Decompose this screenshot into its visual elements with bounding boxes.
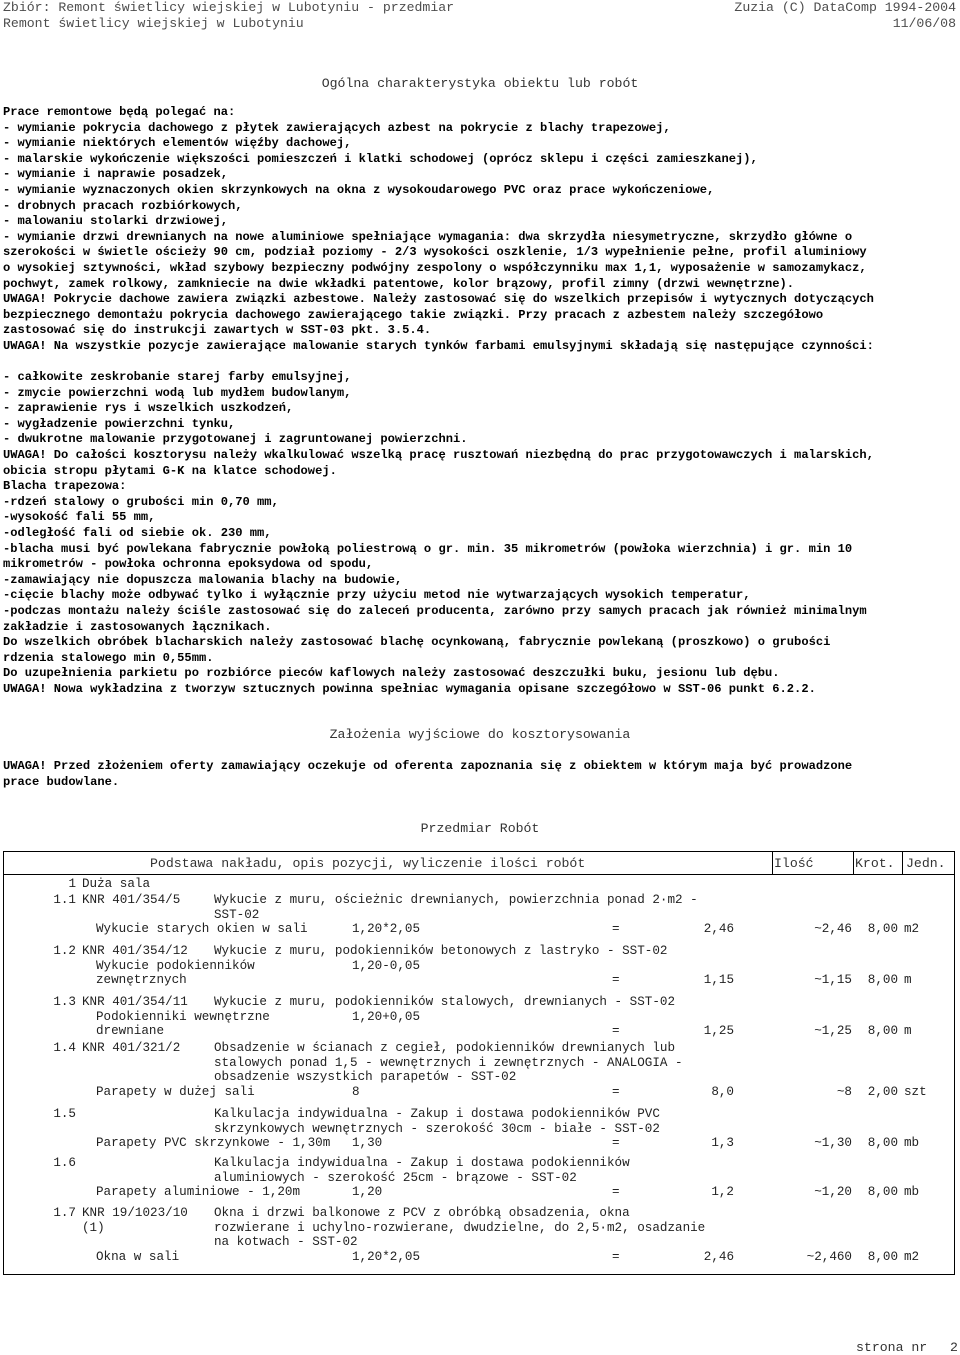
item-number: 1.4 [53, 1041, 76, 1055]
item-basis-suffix: (1) [82, 1220, 105, 1235]
item-quantity: ~1,30 [814, 1136, 852, 1150]
item-equals: = [612, 1249, 620, 1264]
item-calc-expression: 1,20+0,05 [352, 1009, 421, 1024]
item-number: 1.7 [53, 1206, 76, 1220]
item-unit: m2 [904, 1249, 920, 1264]
item-calc-label: Parapety aluminiowe - 1,20m [96, 1185, 301, 1199]
body-line: -rdzeń stalowy o grubości min 0,70 mm, [3, 494, 279, 509]
body-line: - wymianie pokrycia dachowego z płytek zawierających azbest na pokrycie z blachy trapezowej, [3, 120, 671, 135]
item-calc-label: Podokienniki wewnętrzne drewniane [96, 1009, 270, 1038]
item-number: 1.3 [53, 995, 76, 1009]
item-unit: m [904, 973, 912, 987]
characteristics-text [3, 105, 960, 698]
item-basis: KNR 401/354/5 [82, 893, 181, 907]
body-line: szerokości w świetle ościeży 90 cm, podział poziomy - 2/3 wysokości oszklenie, 1/3 wypełnienie pełne, profil aluminiowy [3, 245, 867, 260]
item-description: Kalkulacja indywidualna - Zakup i dostawa podokienników PVC skrzynkowych wewnętrznych - szerokość 30cm - białe - SST-02 [214, 1107, 660, 1136]
item-basis: KNR 401/321/2 [82, 1041, 181, 1055]
body-line: - wymianie drzwi drewnianych na nowe aluminiowe spełniające wymagania: dwa skrzydła niesymetryczne, skrzydło główne o [3, 229, 853, 244]
item-calc-label: Parapety w dużej sali [96, 1084, 255, 1099]
item-calc-value: 2,46 [703, 922, 734, 936]
item-calc-value: 8,0 [711, 1084, 734, 1099]
item-description: Wykucie z muru, podokienników betonowych z lastryko - SST-02 [214, 944, 668, 958]
item-krot: 8,00 [867, 1136, 898, 1150]
body-line: UWAGA! Pokrycie dachowe zawiera związki azbestowe. Należy zastosować się do wszelkich przepisów i wytycznych dotyczących [3, 292, 874, 307]
item-equals: = [612, 922, 620, 936]
body-line: - wygładzenie powierzchni tynku, [3, 416, 236, 431]
item-quantity: ~2,46 [814, 922, 852, 936]
item-calc-expression: 1,20*2,05 [352, 922, 421, 936]
body-line: - malarskie wykończenie większości pomieszczeń i klatki schodowej (oprócz sklepu i części zamieszkanej), [3, 151, 758, 166]
quantities-table [3, 851, 955, 1275]
header-right-line1: Zuzia (C) DataComp 1994-2004 [734, 0, 956, 15]
warning-line: prace budowlane. [3, 774, 120, 789]
item-krot: 2,00 [867, 1084, 898, 1099]
body-line: -wysokość fali 55 mm, [3, 510, 156, 525]
item-calc-value: 1,25 [703, 1024, 734, 1038]
body-line: -zamawiający nie dopuszcza malowania blachy na budowie, [3, 572, 403, 587]
footer-page-label: strona nr [856, 1340, 928, 1355]
item-number: 1.2 [53, 944, 76, 958]
item-unit: m2 [904, 922, 920, 936]
item-equals: = [612, 1136, 620, 1150]
body-line: rdzenia stalowego min 0,55mm. [3, 650, 214, 665]
item-calc-label: Parapety PVC skrzynkowe - 1,30m [96, 1136, 331, 1150]
item-description: Obsadzenie w ścianach z cegieł, podokienników drewnianych lub stalowych ponad 1,5 - wewnętrznych i zewnętrznych - ANALOGIA - obsadzenie wszystkich parapetów - SST-02 [214, 1041, 683, 1084]
warning-text [3, 759, 960, 790]
item-krot: 8,00 [867, 922, 898, 936]
body-line: Blacha trapezowa: [3, 479, 127, 494]
body-line: - wymianie i naprawie posadzek, [3, 167, 228, 182]
item-description: Kalkulacja indywidualna - Zakup i dostawa podokienników aluminiowych - szerokość 25cm - brązowe - SST-02 [214, 1156, 630, 1185]
item-unit: m [904, 1024, 912, 1038]
body-line: - wymianie wyznaczonych okien skrzynkowych na okna z wysokoudarowego PVC oraz prace wykończeniowe, [3, 182, 715, 197]
item-krot: 8,00 [867, 973, 898, 987]
header-left-line2: Remont świetlicy wiejskiej w Lubotyniu [3, 16, 304, 31]
item-calc-value: 1,3 [711, 1136, 734, 1150]
header-left-line1: Zbiór: Remont świetlicy wiejskiej w Lubotyniu - przedmiar [3, 0, 455, 15]
body-line: bezpiecznego demontażu pokrycia dachowego zawierającego takie związki. Przy pracach z azbestem należy szczegółowo [3, 307, 824, 322]
item-unit: mb [904, 1185, 920, 1199]
item-calc-label: Wykucie starych okien w sali [96, 922, 308, 936]
body-line: - drobnych pracach rozbiórkowych, [3, 198, 243, 213]
body-line: zastosować się do instrukcji zawartych w SST-03 pkt. 3.5.4. [3, 323, 432, 338]
item-calc-label: Okna w sali [96, 1249, 180, 1264]
item-krot: 8,00 [867, 1024, 898, 1038]
body-line: - dwukrotne malowanie przygotowanej i zagruntowanej powierzchni. [3, 432, 468, 447]
item-number: 1.5 [53, 1107, 76, 1121]
header-description: Podstawa nakładu, opis pozycji, wyliczenie ilości robót [150, 856, 586, 871]
item-basis: KNR 19/1023/10 [82, 1206, 188, 1220]
header-krot: Krot. [855, 856, 895, 871]
header-quantity: Ilość [774, 856, 814, 871]
item-calc-value: 1,15 [703, 973, 734, 987]
item-quantity: ~1,20 [814, 1185, 852, 1199]
item-krot: 8,00 [867, 1185, 898, 1199]
body-line: Prace remontowe będą polegać na: [3, 105, 236, 119]
body-line: UWAGA! Na wszystkie pozycje zawierające malowanie starych tynków farbami emulsyjnymi składają się następujące czynności: [3, 338, 874, 353]
body-line: - zaprawienie rys i wszelkich uszkodzeń, [3, 401, 294, 416]
body-line: UWAGA! Do całości kosztorysu należy wkalkulować wszelką pracę rusztowań niezbędną do prac przygotowawczych i malarskich, [3, 448, 874, 463]
body-line: - zmycie powierzchni wodą lub mydłem budowlanym, [3, 385, 352, 400]
body-line: Do wszelkich obróbek blacharskich należy zastosować blachę ocynkowaną, fabrycznie powlekaną (proszkowo) o grubości [3, 635, 831, 650]
body-line: obicia stropu płytami G-K na klatce schodowej. [3, 463, 337, 478]
item-calc-expression: 8 [352, 1084, 360, 1099]
header-unit: Jedn. [906, 856, 946, 871]
body-line: -blacha musi być powlekana fabrycznie powłoką poliestrową o gr. min. 35 mikrometrów (powłoka wierzchnia) i gr. min 10 [3, 541, 853, 556]
item-calc-expression: 1,30 [352, 1136, 383, 1150]
item-number: 1.1 [53, 893, 76, 907]
header-divider [4, 874, 954, 875]
col-divider [902, 852, 903, 874]
section-title-quantities: Przedmiar Robót [420, 821, 540, 836]
item-quantity: ~2,460 [806, 1249, 852, 1264]
item-unit: mb [904, 1136, 920, 1150]
item-calc-expression: 1,20-0,05 [352, 958, 421, 973]
col-divider [853, 852, 854, 874]
item-description: Wykucie z muru, ościeżnic drewnianych, powierzchnia ponad 2·m2 - SST-02 [214, 893, 698, 922]
item-krot: 8,00 [867, 1249, 898, 1264]
body-line: mikrometrów - powłoka ochronna epoksydowa od spodu, [3, 557, 374, 572]
item-calc-value: 1,2 [711, 1185, 734, 1199]
group-name: Duża sala [82, 877, 151, 891]
body-line: - całkowite zeskrobanie starej farby emulsyjnej, [3, 370, 352, 385]
item-number: 1.6 [53, 1156, 76, 1170]
body-line [3, 355, 960, 371]
footer-page-number: 2 [950, 1340, 958, 1355]
item-basis: KNR 401/354/11 [82, 995, 188, 1009]
col-divider [772, 852, 773, 874]
body-line: -podczas montażu należy ściśle zastosować się do zaleceń producenta, zarówno przy samych pracach jak również minimalnym [3, 604, 867, 618]
item-quantity: ~1,25 [814, 1024, 852, 1038]
item-equals: = [612, 973, 620, 987]
body-line: zakładzie i zastosowanych łącznikach. [3, 619, 272, 634]
body-line: UWAGA! Nowa wykładzina z tworzyw sztucznych powinna spełniac wymagania opisane szczegółowo w SST-06 punkt 6.2.2. [3, 681, 816, 696]
item-quantity: ~8 [836, 1084, 852, 1099]
body-line: - malowaniu stolarki drzwiowej, [3, 214, 228, 229]
item-equals: = [612, 1084, 620, 1099]
header-date: 11/06/08 [892, 16, 956, 31]
body-line: Do uzupełnienia parkietu po rozbiórce pieców kaflowych należy zastosować deszczułki buku, jesionu lub dębu. [3, 666, 780, 681]
body-line: -odległość fali od siebie ok. 230 mm, [3, 526, 272, 541]
section-title-characteristics: Ogólna charakterystyka obiektu lub robót [321, 76, 639, 91]
item-unit: szt [904, 1084, 927, 1099]
item-calc-expression: 1,20 [352, 1185, 383, 1199]
item-calc-value: 2,46 [703, 1249, 734, 1264]
item-description: Wykucie z muru, podokienników stalowych, drewnianych - SST-02 [214, 995, 676, 1009]
body-line: pochwyt, zamek rolkowy, zamkniecie na dwie wkładki patentowe, kolor brązowy, profil zimny (drzwi wewnętrzne). [3, 276, 795, 291]
item-equals: = [612, 1185, 620, 1199]
item-equals: = [612, 1024, 620, 1038]
body-line: o wysokiej sztywności, wkład szybowy bezpieczny podwójny zespolony o współczynniku max 1,1, wyposażenie w samozamykacz, [3, 260, 867, 275]
item-quantity: ~1,15 [814, 973, 852, 987]
item-calc-expression: 1,20*2,05 [352, 1249, 421, 1264]
body-line: -cięcie blachy może odbywać tylko i wyłącznie przy użyciu metod nie wytwarzających wysokich temperatur, [3, 588, 751, 603]
group-number: 1 [68, 877, 76, 891]
item-basis: KNR 401/354/12 [82, 944, 188, 958]
body-line: - wymianie niektórych elementów więźby dachowej, [3, 136, 352, 151]
warning-line: UWAGA! Przed złożeniem oferty zamawiający oczekuje od oferenta zapoznania się z obiektem w którym maja być prowadzone [3, 759, 853, 773]
section-title-assumptions: Założenia wyjściowe do kosztorysowania [329, 727, 631, 742]
item-description: Okna i drzwi balkonowe z PCV z obróbką obsadzenia, okna rozwierane i uchylno-rozwierane, dwudzielne, do 2,5·m2, osadzanie na kotwach - SST-02 [214, 1206, 706, 1249]
item-calc-label: Wykucie podokienników zewnętrznych [96, 958, 255, 987]
